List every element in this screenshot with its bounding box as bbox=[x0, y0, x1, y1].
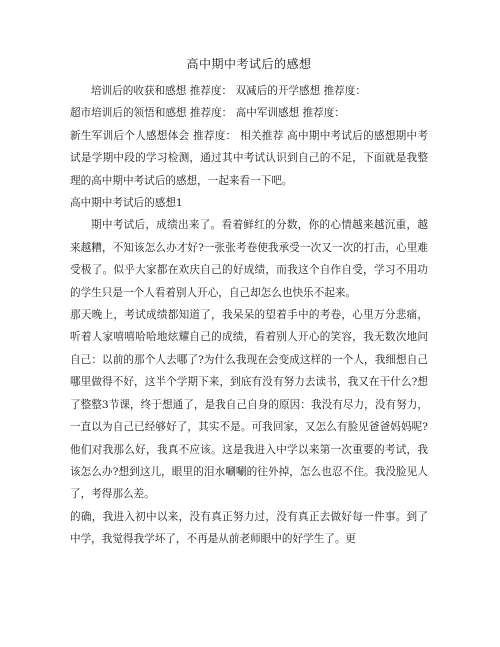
body-paragraph-1: 期中考试后，成绩出来了。看着鲜红的分数，你的心情越来越沉重，越来越糟，不知该怎么办才好?一张张考卷使我承受一次又一次的打击，心里难受极了。似乎大家都在欢庆自己的好成绩，而我这个自作自受，学习不用功的学生只是一个人看着别人开心，自己却怎么也快乐不起来。 bbox=[70, 219, 428, 299]
section-heading: 高中期中考试后的感想1 bbox=[70, 197, 183, 210]
document-title: 高中期中考试后的感想 bbox=[186, 57, 312, 71]
intro-paragraph: 新生军训后个人感想体会 推荐度： 相关推荐 高中期中考试后的感想期中考试是学期中段的学习检测，通过其中考试认识到自己的不足，下面就是我整理的高中期中考试后的感想，一起来看一下吧。 bbox=[70, 129, 428, 187]
recommend-line-1: 培训后的收获和感想 推荐度： 双减后的开学感想 推荐度： bbox=[91, 85, 366, 97]
recommend-line-2: 超市培训后的领悟和感想 推荐度： 高中军训感想 推荐度： bbox=[70, 107, 345, 120]
body-paragraph-3: 的确，我进入初中以来，没有真正努力过，没有真正去做好每一件事。到了中学，我觉得我学坏了，不再是从前老师眼中的好学生了。更 bbox=[70, 510, 428, 546]
body-paragraph-2: 那天晚上，考试成绩都知道了，我呆呆的望着手中的考卷，心里万分悲痛，听着人家嘻嘻哈哈地炫耀自己的成绩，看着别人开心的笑容，我无数次地问自己：以前的那个人去哪了?为什么我现在会变成这样的一个人，我细想自己哪里做得不好，这半个学期下来，到底有没有努力去读书，我又在干什么?想了整整3节课，终于想通了，是我自己自身的原因：我没有尽力，没有努力，一直以为自己已经够好了，其实不是。可我回家，又怎么有脸见爸爸妈妈呢?他们对我那么好，我真不应该。这是我进入中学以来第一次重要的考试，我该怎么办?想到这儿，眼里的泪水唰唰的往外掉，怎么也忍不住。我没脸见人了，考得那么差。 bbox=[70, 309, 428, 501]
